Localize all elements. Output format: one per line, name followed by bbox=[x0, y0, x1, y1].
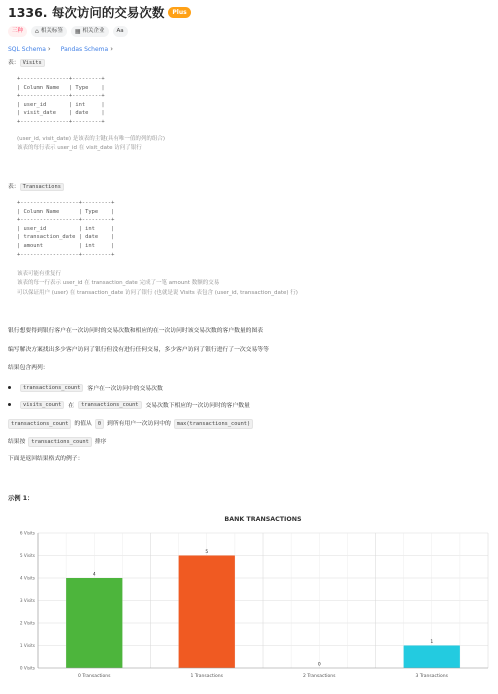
range-mid2: 到所有用户一次访问中的 bbox=[107, 421, 171, 427]
transactions-schema: +------------------+---------+ | Column Name | Type | +------------------+---------+ | user_id | int | | transaction_date | date | | amount | int | +------------------+---------+ bbox=[17, 200, 115, 258]
visits-desc-line1: (user_id, visit_date) 是该表的主键(具有唯一值的列的组合) bbox=[17, 136, 166, 142]
x-tick-label: 1 Transactions bbox=[190, 674, 223, 679]
y-tick-label: 2 Visits bbox=[19, 620, 35, 626]
sort-code: transactions_count bbox=[28, 437, 91, 447]
font-size-label: Aa bbox=[116, 28, 124, 34]
problem-para1: 银行想要得到银行客户在一次访问时的交易次数和相应的在一次访问时该交易次数的客户数量的图表 bbox=[8, 328, 264, 334]
bullet-transactions-count bbox=[8, 383, 163, 392]
schema-tabs bbox=[8, 45, 113, 53]
sort-line bbox=[8, 437, 106, 447]
bullet1-text: 客户在一次访问中的交易次数 bbox=[87, 386, 163, 392]
x-tick-label: 0 Transactions bbox=[78, 674, 111, 679]
related-companies-label: 相关企业 bbox=[82, 28, 105, 34]
related-topics-tag[interactable] bbox=[31, 26, 67, 37]
range-line bbox=[8, 419, 253, 429]
bullet1-code: transactions_count bbox=[20, 384, 83, 392]
related-topics-label: 相关标签 bbox=[40, 28, 63, 34]
bar-0 bbox=[66, 578, 122, 668]
example-title: 示例 1： bbox=[8, 495, 34, 502]
transactions-desc-line1: 该表可能有重复行 bbox=[17, 271, 62, 277]
bullet-dot bbox=[8, 386, 11, 389]
transactions-table-name: Transactions bbox=[20, 183, 64, 191]
plus-badge: Plus bbox=[168, 7, 190, 18]
problem-title: 1336. 每次访问的交易次数 bbox=[8, 5, 165, 20]
bar-data-label: 1 bbox=[430, 640, 434, 645]
y-tick-label: 4 Visits bbox=[19, 575, 35, 581]
bullet2-code1: visits_count bbox=[20, 401, 64, 409]
x-tick-label: 3 Transactions bbox=[415, 674, 448, 679]
bullet-visits-count bbox=[8, 400, 250, 409]
y-tick-label: 3 Visits bbox=[19, 598, 35, 603]
problem-para2: 编写解决方案找出多少客户访问了银行但没有进行任何交易，多少客户访问了银行进行了一次交易等等 bbox=[8, 347, 269, 353]
range-code2: 0 bbox=[95, 419, 104, 429]
problem-para3: 结果包含两列： bbox=[8, 365, 49, 371]
y-tick-label: 0 Visits bbox=[19, 665, 35, 671]
pandas-schema-link[interactable] bbox=[61, 45, 113, 53]
bullet-dot bbox=[8, 403, 11, 406]
visits-table-label: 表： bbox=[8, 60, 20, 66]
bank-transactions-chart bbox=[8, 512, 494, 690]
visits-table-name: Visits bbox=[20, 59, 45, 67]
chart-title: BANK TRANSACTIONS bbox=[224, 516, 302, 523]
visits-table-heading bbox=[8, 59, 45, 67]
visits-schema: +---------------+---------+ | Column Name | Type | +---------------+---------+ | user_id | int | | visit_date | date | +---------------+---------+ bbox=[17, 76, 105, 125]
sort-pre: 结果按 bbox=[8, 439, 26, 445]
sql-schema-label: SQL Schema bbox=[8, 45, 46, 53]
chart-svg bbox=[8, 512, 494, 690]
chevron-right-icon: › bbox=[47, 45, 51, 53]
y-tick-label: 1 Visits bbox=[19, 643, 35, 648]
transactions-desc-line2: 该表的每一行表示 user_id 在 transaction_date 完成了一笔 amount 数额的交易 bbox=[17, 280, 220, 286]
bar-1 bbox=[179, 556, 235, 669]
range-mid: 的值从 bbox=[74, 421, 92, 427]
transactions-table-label: 表： bbox=[8, 184, 20, 190]
tags-row bbox=[8, 26, 128, 37]
bullet2-code2: transactions_count bbox=[78, 401, 141, 409]
x-tick-label: 2 Transactions bbox=[303, 674, 336, 679]
y-tick-label: 6 Visits bbox=[19, 530, 35, 536]
chevron-right-icon: › bbox=[110, 45, 114, 53]
related-companies-tag[interactable] bbox=[71, 26, 109, 37]
bar-data-label: 5 bbox=[205, 550, 209, 555]
transactions-desc-line3: 可以保证用户 (user) 在 transaction_date 访问了银行 (也就是说 Visits 表包含 (user_id, transaction_date) 行) bbox=[17, 290, 298, 296]
title-row bbox=[8, 3, 191, 21]
sql-schema-link[interactable] bbox=[8, 45, 51, 53]
bar-3 bbox=[404, 646, 460, 669]
bullet2-text: 交易次数下相应的一次访问时的客户数量 bbox=[145, 403, 250, 409]
transactions-table-heading bbox=[8, 183, 64, 191]
range-code3: max(transactions_count) bbox=[174, 419, 253, 429]
visits-desc-line2: 该表的每行表示 user_id 在 visit_date 访问了银行 bbox=[17, 145, 142, 151]
difficulty-tag[interactable]: 三种 bbox=[8, 26, 27, 37]
bar-data-label: 4 bbox=[92, 572, 96, 578]
bar-data-label: 0 bbox=[317, 662, 321, 668]
range-code1: transactions_count bbox=[8, 419, 71, 429]
bullet2-mid: 在 bbox=[68, 403, 75, 409]
sort-post: 排序 bbox=[94, 439, 107, 445]
building-icon: ▦ bbox=[74, 27, 81, 35]
tag-icon: ⌂ bbox=[35, 27, 39, 35]
pandas-schema-label: Pandas Schema bbox=[60, 45, 109, 53]
example-intro: 下面是返回结果格式的例子： bbox=[8, 456, 84, 462]
y-tick-label: 5 Visits bbox=[19, 553, 35, 558]
font-size-tag[interactable] bbox=[113, 26, 128, 37]
